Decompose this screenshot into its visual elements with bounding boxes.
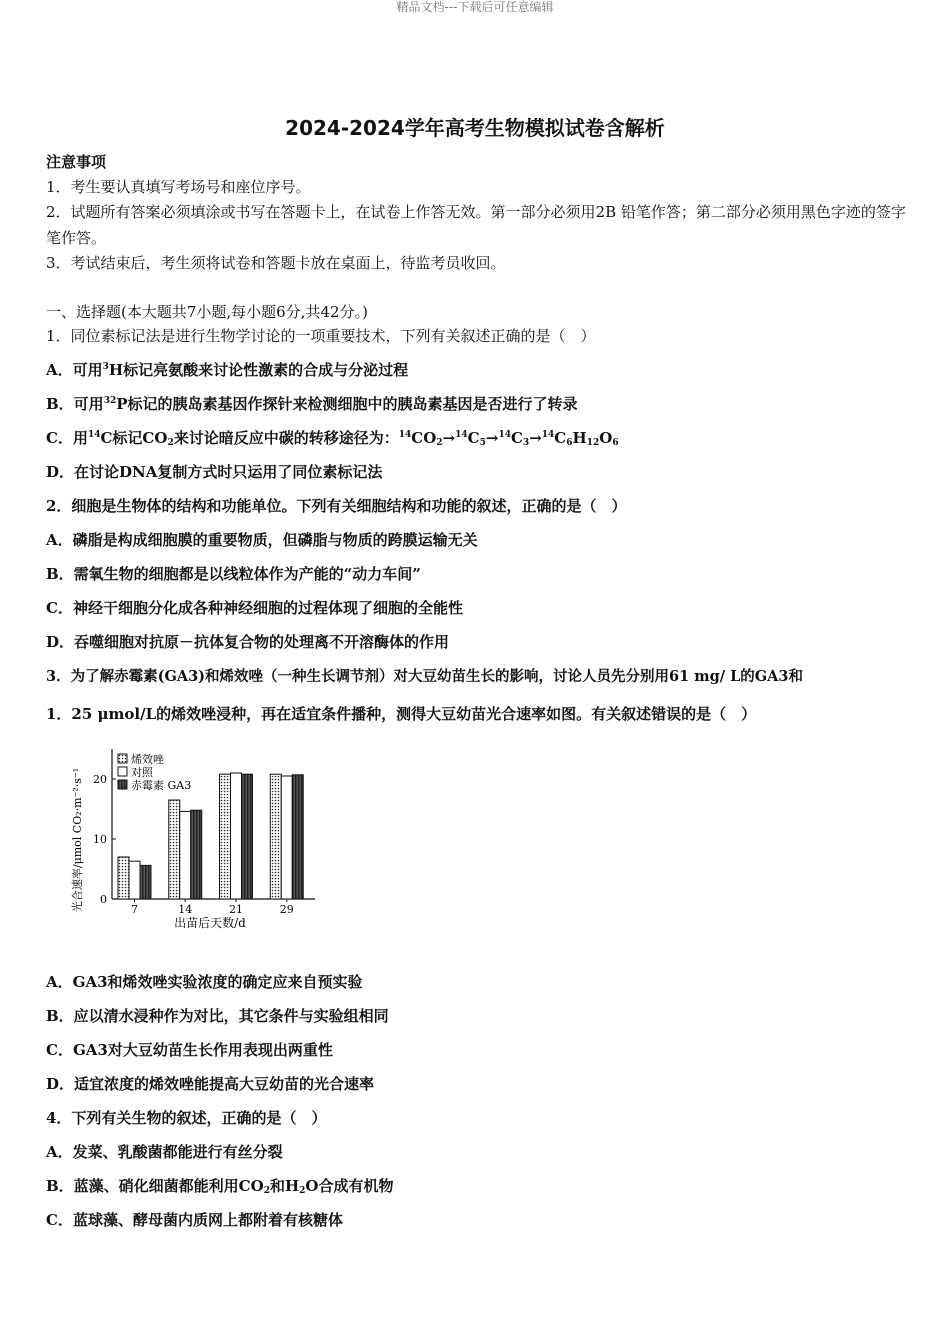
q1-option-c: C．用$^{14}$C标记$CO_2$来讨论暗反应中碳的转移途径为：$^{14}CO_2\to^{14}C_5\to^{14}C_3\to^{14}C_6H_{12}O_6$ (46, 429, 619, 448)
chart-legend (118, 752, 191, 792)
chart-bar (169, 800, 180, 899)
chart-bar (270, 774, 281, 899)
chart-bar (191, 810, 202, 899)
chart-y-tick-label: 0 (100, 893, 107, 906)
chart-y-axis-label: 光合速率/μmol CO₂·m⁻²·s⁻¹ (71, 767, 84, 913)
chart-y-tick-label: 10 (93, 833, 107, 846)
chart-bar (180, 811, 191, 899)
q4-stem: 4．下列有关生物的叙述，正确的是（ ） (46, 1109, 327, 1127)
notice-item-2: 2．试题所有答案必须填涂或书写在答题卡上，在试卷上作答无效。第一部分必须用2B 铅笔作答；第二部分必须用黑色字迹的签字笔作答。 (46, 203, 906, 247)
q1-option-a: A．可用$^3$H标记亮氨酸来讨论性激素的合成与分泌过程 (46, 361, 409, 379)
chart-bar (220, 774, 231, 899)
q3-stem-line-2: 1．25 μmol/L的烯效唑浸种，再在适宜条件播种，测得大豆幼苗光合速率如图。有关叙述错误的是（ ） (46, 705, 757, 723)
q2-option-a: A．磷脂是构成细胞膜的重要物质，但磷脂与物质的跨膜运输无关 (46, 531, 478, 549)
q2-option-b: B．需氧生物的细胞都是以线粒体作为产能的“动力车间” (46, 565, 421, 583)
q3-stem-line-1: 3．为了解赤霉素(GA3)和烯效唑（一种生长调节剂）对大豆幼苗生长的影响，讨论人员先分别用61 mg/ L的GA3和 (46, 668, 803, 685)
q3-option-b: B．应以清水浸种作为对比，其它条件与实验组相同 (46, 1007, 389, 1025)
chart-y-tick-label: 20 (93, 773, 107, 786)
chart-bar (231, 773, 242, 899)
chart-bar (242, 774, 253, 899)
q3-bar-chart (70, 745, 320, 940)
chart-legend-label: 赤霉素 GA3 (131, 779, 192, 792)
q1-stem: 1．同位素标记法是进行生物学讨论的一项重要技术，下列有关叙述正确的是（ ） (46, 327, 596, 345)
q4-option-a: A．发菜、乳酸菌都能进行有丝分裂 (46, 1143, 283, 1161)
chart-x-tick-label: 7 (131, 903, 138, 916)
notice-item-3: 3．考试结束后，考生须将试卷和答题卡放在桌面上，待监考员收回。 (46, 254, 506, 272)
chart-legend-label: 对照 (131, 766, 153, 779)
header-note: 精品文档---下载后可任意编辑 (396, 0, 554, 14)
chart-legend-label: 烯效唑 (131, 753, 164, 766)
chart-bar (292, 775, 303, 899)
chart-bar (129, 861, 140, 899)
chart-bar (140, 865, 151, 899)
chart-x-tick-label: 29 (279, 903, 294, 916)
page-title: 2024-2024学年高考生物模拟试卷含解析 (285, 116, 665, 140)
chart-legend-swatch (118, 767, 127, 776)
chart-x-tick-label: 21 (229, 903, 243, 916)
q4-option-c: C．蓝球藻、酵母菌内质网上都附着有核糖体 (46, 1211, 343, 1229)
chart-x-axis-label: 出苗后天数/d (174, 916, 246, 930)
chart-legend-swatch (118, 754, 127, 763)
q1-option-d: D．在讨论DNA复制方式时只运用了同位素标记法 (46, 463, 383, 481)
section-heading: 一、选择题(本大题共7小题,每小题6分,共42分。) (46, 303, 368, 321)
q3-option-c: C．GA3对大豆幼苗生长作用表现出两重性 (46, 1041, 333, 1059)
q2-stem: 2．细胞是生物体的结构和功能单位。下列有关细胞结构和功能的叙述，正确的是（ ） (46, 497, 627, 515)
chart-x-tick-label: 14 (178, 903, 193, 916)
chart-bar (118, 857, 129, 899)
q2-option-d: D．吞噬细胞对抗原－抗体复合物的处理离不开溶酶体的作用 (46, 633, 450, 651)
notice-heading: 注意事项 (46, 153, 107, 171)
chart-legend-swatch (118, 780, 127, 789)
q2-option-c: C．神经干细胞分化成各种神经细胞的过程体现了细胞的全能性 (46, 599, 463, 617)
notice-item-1: 1．考生要认真填写考场号和座位序号。 (46, 178, 311, 196)
q1-option-b: B．可用$^{32}$P标记的胰岛素基因作探针来检测细胞中的胰岛素基因是否进行了转录 (46, 395, 578, 413)
q4-option-b: B．蓝藻、硝化细菌都能利用$CO_2$和$H_2O$合成有机物 (46, 1177, 394, 1196)
q3-option-a: A．GA3和烯效唑实验浓度的确定应来自预实验 (46, 973, 363, 991)
q3-option-d: D．适宜浓度的烯效唑能提高大豆幼苗的光合速率 (46, 1075, 375, 1093)
chart-bar (281, 776, 292, 899)
